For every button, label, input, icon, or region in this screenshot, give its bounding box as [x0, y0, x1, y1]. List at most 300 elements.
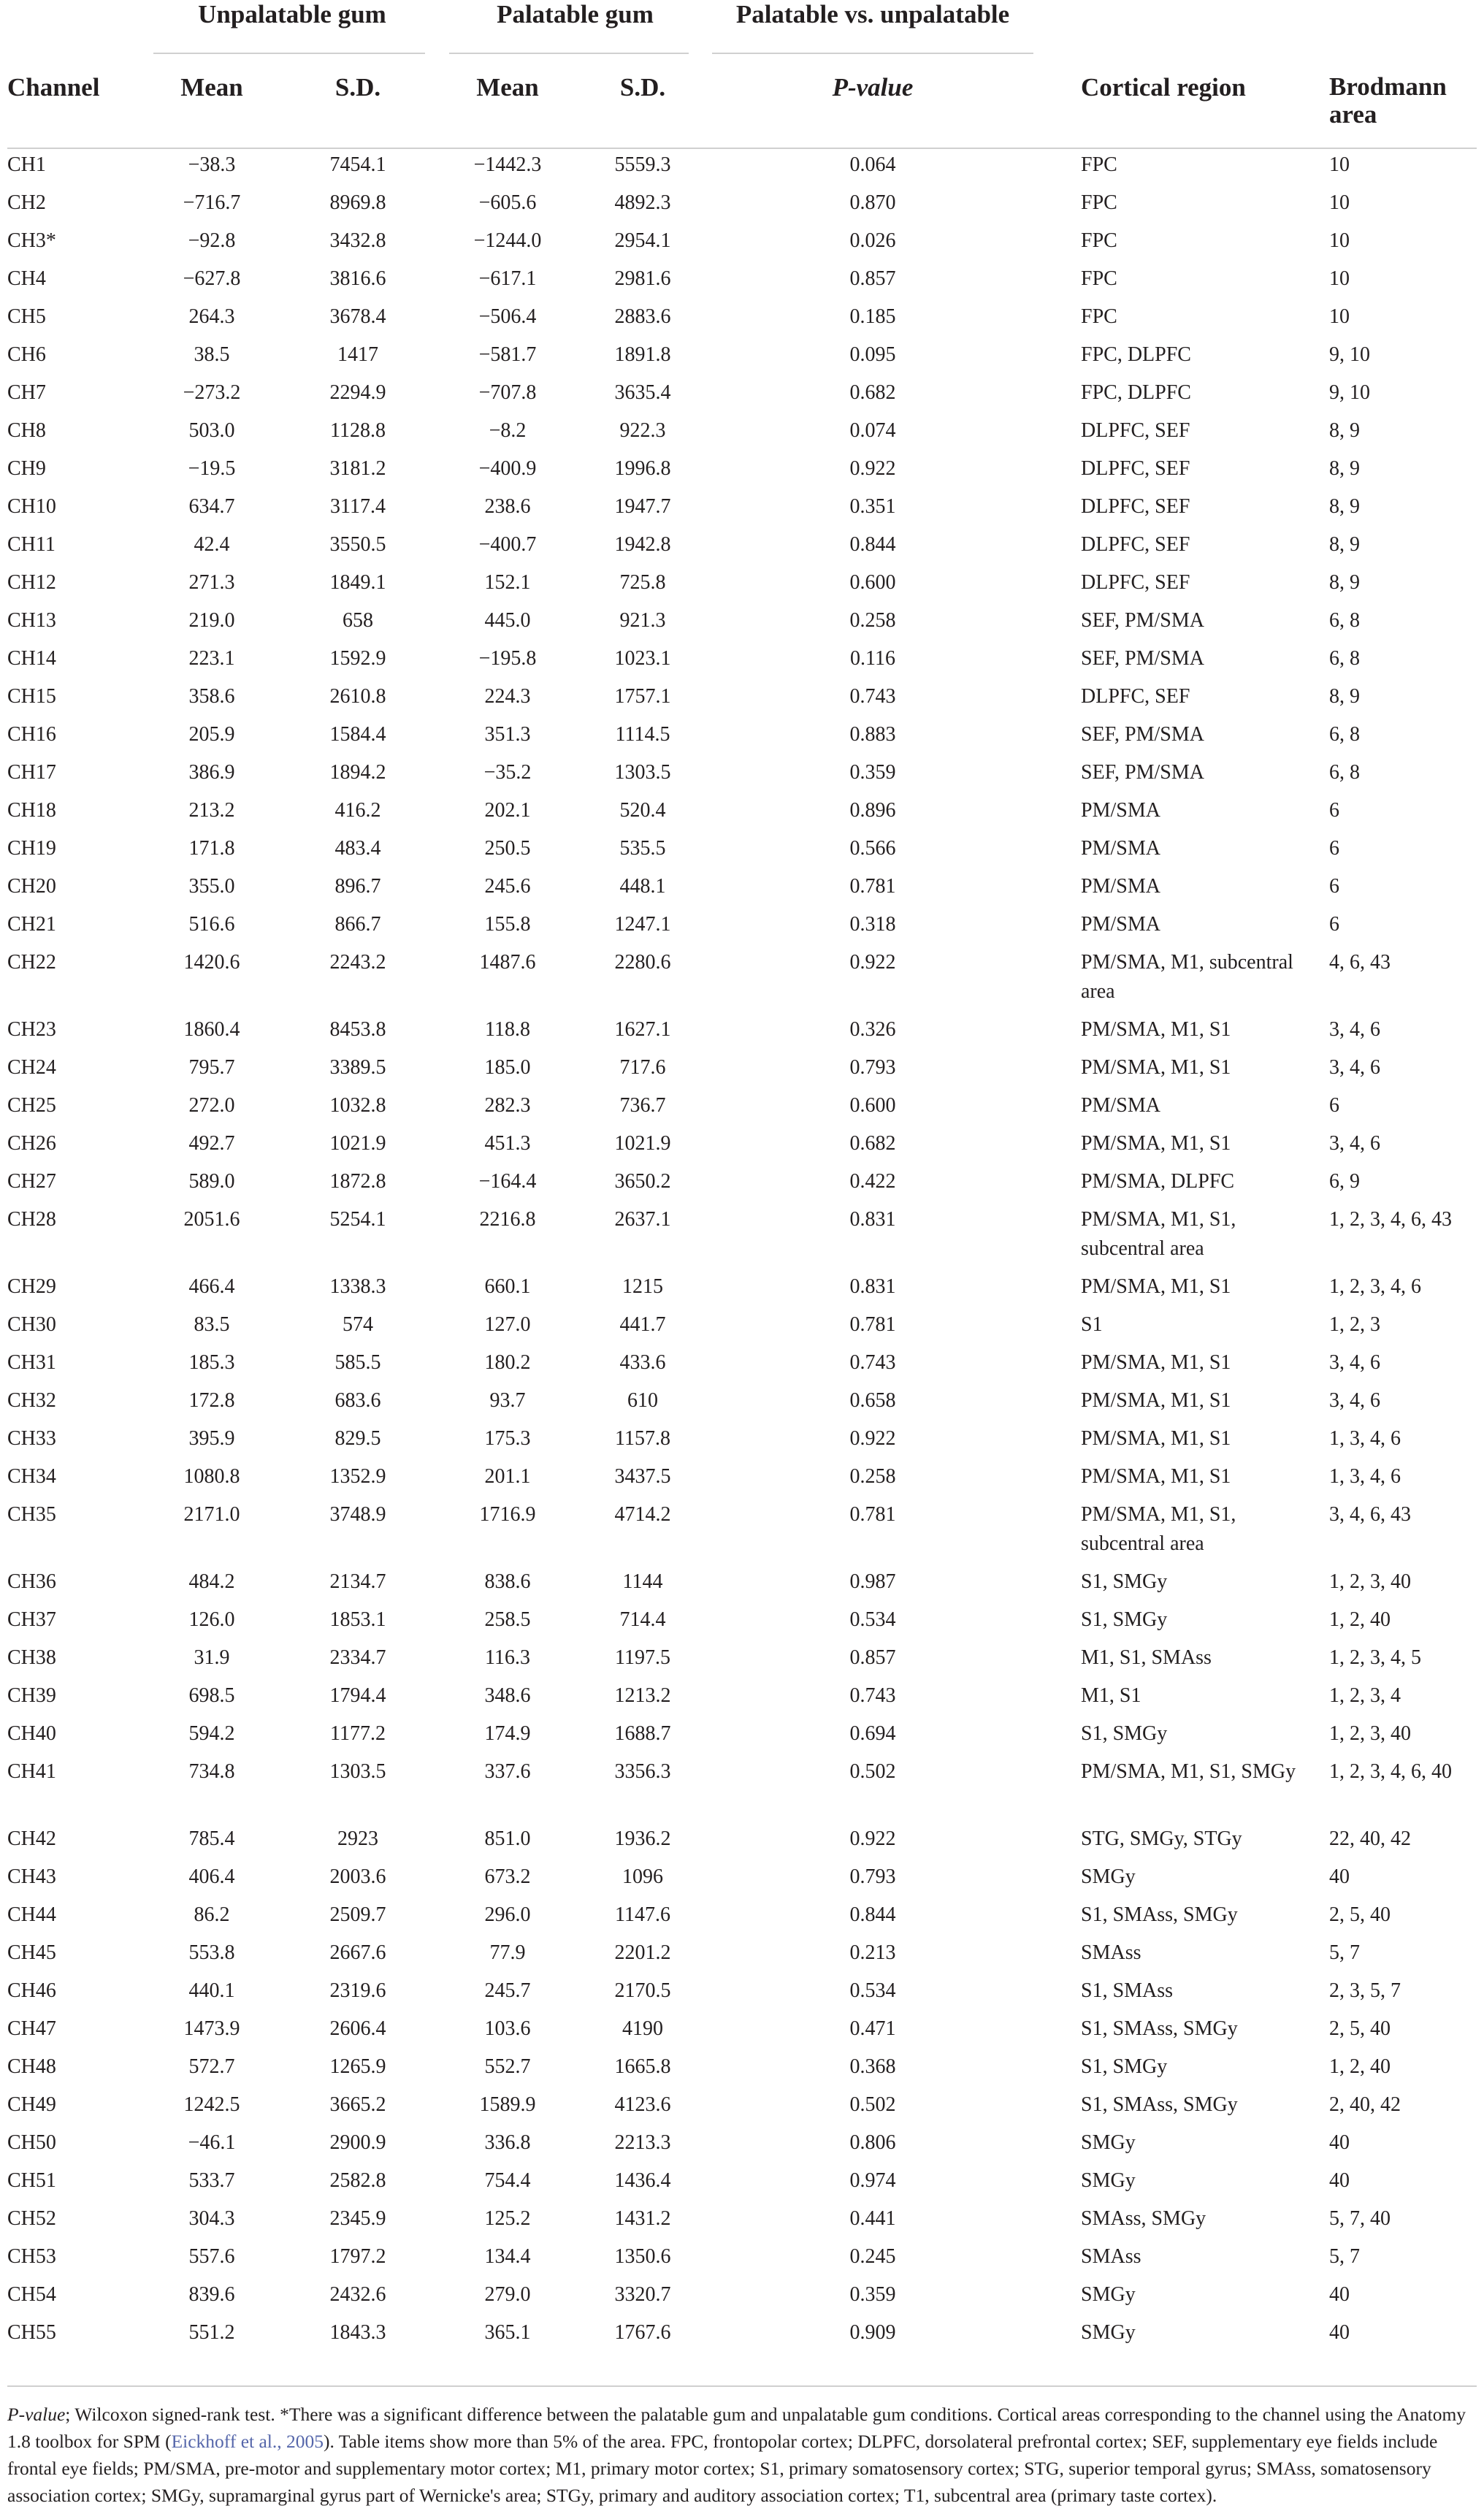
group-header-unpalatable: Unpalatable gum [198, 0, 386, 28]
unpalatable-mean-cell: 395.9 [188, 1427, 235, 1450]
brodmann-area-cell: 6, 8 [1329, 647, 1360, 670]
table-row [7, 1820, 1477, 1858]
palatable-mean-cell: −707.8 [478, 381, 537, 404]
unpalatable-mean-cell: 2051.6 [183, 1208, 240, 1231]
unpalatable-sd-cell: 683.6 [334, 1389, 381, 1412]
palatable-sd-cell: 1303.5 [614, 761, 671, 784]
channel-cell: CH42 [7, 1827, 56, 1850]
channel-cell: CH5 [7, 305, 46, 328]
palatable-sd-cell: 3437.5 [614, 1465, 671, 1488]
palatable-mean-cell: 1589.9 [479, 2093, 536, 2116]
table-row [7, 298, 1477, 336]
cortical-region-cell: PM/SMA [1081, 913, 1160, 936]
unpalatable-sd-cell: 2923 [337, 1827, 378, 1850]
unpalatable-mean-cell: 553.8 [188, 1941, 235, 1964]
pvalue-cell: 0.857 [849, 267, 896, 290]
table-row [7, 1163, 1477, 1201]
pvalue-cell: 0.502 [849, 1760, 896, 1783]
channel-cell: CH18 [7, 799, 56, 822]
group-header-comparison: Palatable vs. unpalatable [735, 0, 1010, 28]
pvalue-cell: 0.922 [849, 1827, 896, 1850]
palatable-mean-cell: 250.5 [484, 837, 531, 860]
channel-cell: CH34 [7, 1465, 56, 1488]
channel-cell: CH47 [7, 2017, 56, 2040]
channel-cell: CH35 [7, 1503, 56, 1526]
cortical-region-cell: S1, SMAss [1081, 1979, 1174, 2002]
brodmann-area-cell: 2, 3, 5, 7 [1329, 1979, 1401, 2002]
palatable-sd-cell: 4892.3 [614, 191, 671, 214]
cortical-region-cell: FPC [1081, 267, 1117, 290]
cortical-region-cell: S1, SMAss, SMGy [1081, 2093, 1238, 2116]
unpalatable-sd-cell: 1894.2 [329, 761, 386, 784]
palatable-sd-cell: 1431.2 [614, 2207, 671, 2230]
channel-cell: CH23 [7, 1018, 56, 1041]
palatable-mean-cell: 838.6 [484, 1570, 531, 1593]
cortical-region-cell: DLPFC, SEF [1081, 685, 1190, 708]
unpalatable-sd-cell: 1794.4 [329, 1684, 386, 1707]
table-row [7, 2314, 1477, 2352]
brodmann-area-cell: 22, 40, 42 [1329, 1827, 1411, 1850]
pvalue-cell: 0.095 [849, 343, 896, 366]
brodmann-area-cell: 40 [1329, 2131, 1350, 2154]
brodmann-area-cell: 3, 4, 6 [1329, 1132, 1380, 1155]
table-row [7, 488, 1477, 526]
cortical-region-cell: PM/SMA, M1, S1, subcentral area [1081, 1208, 1236, 1260]
channel-cell: CH43 [7, 1865, 56, 1888]
palatable-mean-cell: −35.2 [483, 761, 532, 784]
table-row [7, 2276, 1477, 2314]
footnote-text-2: ). Table items show more than 5% of the area. FPC, frontopolar cortex; DLPFC, dorsolateral prefrontal cortex; SEF, supplementary eye fields include frontal eye fields; PM/SMA, pre-motor and supplementary motor cortex; M1, primary motor cortex; S1, primary somatosensory cortex; STG, superior temporal gyrus; SMAss, somatosensory association cortex; SMGy, supramarginal gyrus part of Wernicke's area; STGy, primary and auditory association cortex; T1, subcentral area (primary taste cortex). [7, 2431, 1438, 2506]
cortical-region-cell: SMGy [1081, 1865, 1136, 1888]
pvalue-cell: 0.359 [849, 2283, 896, 2306]
table-row [7, 678, 1477, 716]
palatable-mean-cell: 118.8 [485, 1018, 530, 1041]
palatable-sd-cell: 610 [627, 1389, 658, 1412]
brodmann-area-cell: 8, 9 [1329, 419, 1360, 442]
channel-cell: CH11 [7, 533, 56, 556]
unpalatable-mean-cell: 594.2 [188, 1722, 235, 1745]
palatable-mean-cell: −1442.3 [473, 153, 542, 176]
table-footnote [7, 2401, 1477, 2509]
unpalatable-sd-cell: 2900.9 [329, 2131, 386, 2154]
palatable-sd-cell: 1942.8 [614, 533, 671, 556]
channel-cell: CH53 [7, 2245, 56, 2268]
cortical-region-cell: PM/SMA, DLPFC [1081, 1170, 1235, 1193]
cortical-region-cell: FPC, DLPFC [1081, 343, 1191, 366]
unpalatable-sd-cell: 896.7 [334, 875, 381, 898]
palatable-sd-cell: 1665.8 [614, 2055, 671, 2078]
unpalatable-mean-cell: −19.5 [188, 457, 236, 480]
cortical-region-cell: FPC [1081, 153, 1117, 176]
table-row [7, 602, 1477, 640]
palatable-sd-cell: 1350.6 [614, 2245, 671, 2268]
palatable-sd-cell: 2280.6 [614, 951, 671, 974]
pvalue-cell: 0.351 [849, 495, 896, 518]
unpalatable-mean-cell: 213.2 [188, 799, 235, 822]
channel-cell: CH45 [7, 1941, 56, 1964]
pvalue-cell: 0.857 [849, 1646, 896, 1669]
unpalatable-sd-cell: 483.4 [334, 837, 381, 860]
pvalue-cell: 0.258 [849, 609, 896, 632]
brodmann-area-cell: 6 [1329, 913, 1339, 936]
pvalue-cell: 0.682 [849, 1132, 896, 1155]
brodmann-area-cell: 10 [1329, 267, 1350, 290]
palatable-sd-cell: 2170.5 [614, 1979, 671, 2002]
pvalue-cell: 0.844 [849, 533, 896, 556]
palatable-mean-cell: −605.6 [478, 191, 537, 214]
unpalatable-sd-cell: 8453.8 [329, 1018, 386, 1041]
brodmann-area-cell: 3, 4, 6 [1329, 1389, 1380, 1412]
pvalue-cell: 0.743 [849, 1684, 896, 1707]
palatable-sd-cell: 1247.1 [614, 913, 671, 936]
table-row [7, 2048, 1477, 2086]
table-row [7, 1011, 1477, 1049]
cortical-region-cell: PM/SMA, M1, S1 [1081, 1351, 1231, 1374]
cortical-region-cell: DLPFC, SEF [1081, 571, 1190, 594]
pvalue-cell: 0.502 [849, 2093, 896, 2116]
col-header-channel: Channel [7, 73, 100, 102]
pvalue-cell: 0.074 [849, 419, 896, 442]
unpalatable-mean-cell: 219.0 [188, 609, 235, 632]
footnote-pvalue-term: P-value [7, 2404, 66, 2425]
palatable-sd-cell: 1947.7 [614, 495, 671, 518]
unpalatable-mean-cell: 839.6 [188, 2283, 235, 2306]
palatable-sd-cell: 1891.8 [614, 343, 671, 366]
cortical-region-cell: PM/SMA, M1, S1 [1081, 1389, 1231, 1412]
unpalatable-mean-cell: 304.3 [188, 2207, 235, 2230]
pvalue-cell: 0.368 [849, 2055, 896, 2078]
table-row [7, 1753, 1477, 1820]
channel-cell: CH3* [7, 229, 56, 252]
unpalatable-sd-cell: 3816.6 [329, 267, 386, 290]
brodmann-area-cell: 1, 2, 3, 4, 6, 40 [1329, 1760, 1452, 1783]
palatable-sd-cell: 520.4 [619, 799, 666, 822]
table-row [7, 1306, 1477, 1344]
palatable-sd-cell: 1936.2 [614, 1827, 671, 1850]
palatable-sd-cell: 1996.8 [614, 457, 671, 480]
palatable-sd-cell: 922.3 [619, 419, 666, 442]
palatable-mean-cell: 224.3 [484, 685, 531, 708]
table-row [7, 1382, 1477, 1420]
pvalue-cell: 0.806 [849, 2131, 896, 2154]
brodmann-area-cell: 1, 2, 3, 40 [1329, 1722, 1411, 1745]
brodmann-area-cell: 6, 9 [1329, 1170, 1360, 1193]
brodmann-area-cell: 40 [1329, 2283, 1350, 2306]
unpalatable-sd-cell: 3550.5 [329, 533, 386, 556]
brodmann-area-cell: 1, 2, 3, 4, 6 [1329, 1275, 1421, 1298]
palatable-sd-cell: 3635.4 [614, 381, 671, 404]
palatable-mean-cell: −617.1 [478, 267, 537, 290]
unpalatable-mean-cell: 272.0 [188, 1094, 235, 1117]
table-row [7, 716, 1477, 754]
pvalue-cell: 0.359 [849, 761, 896, 784]
channel-cell: CH16 [7, 723, 56, 746]
channel-cell: CH38 [7, 1646, 56, 1669]
unpalatable-sd-cell: 3665.2 [329, 2093, 386, 2116]
cortical-region-cell: FPC [1081, 191, 1117, 214]
palatable-sd-cell: 725.8 [619, 571, 666, 594]
unpalatable-sd-cell: 416.2 [334, 799, 381, 822]
pvalue-cell: 0.064 [849, 153, 896, 176]
unpalatable-mean-cell: −38.3 [188, 153, 236, 176]
palatable-sd-cell: 3356.3 [614, 1760, 671, 1783]
unpalatable-sd-cell: 3181.2 [329, 457, 386, 480]
unpalatable-mean-cell: 386.9 [188, 761, 235, 784]
unpalatable-mean-cell: 83.5 [194, 1313, 230, 1336]
palatable-sd-cell: 1757.1 [614, 685, 671, 708]
palatable-sd-cell: 3320.7 [614, 2283, 671, 2306]
channel-cell: CH27 [7, 1170, 56, 1193]
brodmann-area-cell: 3, 4, 6 [1329, 1018, 1380, 1041]
channel-cell: CH39 [7, 1684, 56, 1707]
table-row [7, 1201, 1477, 1268]
palatable-mean-cell: −164.4 [478, 1170, 537, 1193]
pvalue-cell: 0.922 [849, 457, 896, 480]
table-row [7, 2010, 1477, 2048]
unpalatable-mean-cell: −92.8 [188, 229, 236, 252]
col-header-palatable-sd: S.D. [619, 73, 666, 102]
channel-cell: CH10 [7, 495, 56, 518]
cortical-region-cell: SEF, PM/SMA [1081, 723, 1204, 746]
palatable-mean-cell: 175.3 [484, 1427, 531, 1450]
table-row [7, 146, 1477, 184]
pvalue-cell: 0.831 [849, 1275, 896, 1298]
cortical-region-cell: SMAss [1081, 2245, 1141, 2268]
unpalatable-sd-cell: 2319.6 [329, 1979, 386, 2002]
pvalue-cell: 0.870 [849, 191, 896, 214]
table-row [7, 1972, 1477, 2010]
cortical-region-cell: SEF, PM/SMA [1081, 761, 1204, 784]
brodmann-area-cell: 5, 7 [1329, 1941, 1360, 1964]
palatable-mean-cell: 673.2 [484, 1865, 531, 1888]
channel-cell: CH20 [7, 875, 56, 898]
pvalue-cell: 0.922 [849, 1427, 896, 1450]
unpalatable-sd-cell: 2606.4 [329, 2017, 386, 2040]
unpalatable-mean-cell: 1242.5 [183, 2093, 240, 2116]
brodmann-area-cell: 40 [1329, 1865, 1350, 1888]
table-row [7, 830, 1477, 868]
table-row [7, 184, 1477, 222]
brodmann-area-cell: 2, 5, 40 [1329, 2017, 1391, 2040]
palatable-mean-cell: 445.0 [484, 609, 531, 632]
unpalatable-sd-cell: 2582.8 [329, 2169, 386, 2192]
palatable-mean-cell: 245.6 [484, 875, 531, 898]
unpalatable-mean-cell: 698.5 [188, 1684, 235, 1707]
unpalatable-sd-cell: 866.7 [334, 913, 381, 936]
unpalatable-mean-cell: 484.2 [188, 1570, 235, 1593]
unpalatable-sd-cell: 5254.1 [329, 1208, 386, 1231]
cortical-region-cell: PM/SMA, M1, S1 [1081, 1275, 1231, 1298]
unpalatable-mean-cell: 86.2 [194, 1903, 230, 1926]
pvalue-cell: 0.534 [849, 1608, 896, 1631]
col-header-palatable-mean: Mean [476, 73, 539, 102]
palatable-sd-cell: 1096 [622, 1865, 663, 1888]
palatable-sd-cell: 1215 [622, 1275, 663, 1298]
channel-cell: CH9 [7, 457, 46, 480]
unpalatable-sd-cell: 1177.2 [330, 1722, 386, 1745]
brodmann-area-cell: 4, 6, 43 [1329, 951, 1391, 974]
unpalatable-mean-cell: 38.5 [194, 343, 230, 366]
unpalatable-sd-cell: 1584.4 [329, 723, 386, 746]
cortical-region-cell: SMAss, SMGy [1081, 2207, 1206, 2230]
palatable-mean-cell: −8.2 [489, 419, 527, 442]
unpalatable-sd-cell: 829.5 [334, 1427, 381, 1450]
table-row [7, 412, 1477, 450]
pvalue-cell: 0.781 [849, 1313, 896, 1336]
palatable-mean-cell: 1487.6 [479, 951, 536, 974]
brodmann-area-cell: 3, 4, 6, 43 [1329, 1503, 1411, 1526]
unpalatable-mean-cell: 557.6 [188, 2245, 235, 2268]
col-header-unpalatable-mean: Mean [180, 73, 243, 102]
palatable-sd-cell: 717.6 [619, 1056, 666, 1079]
cortical-region-cell: S1, SMGy [1081, 2055, 1168, 2078]
channel-cell: CH55 [7, 2321, 56, 2344]
pvalue-cell: 0.245 [849, 2245, 896, 2268]
unpalatable-sd-cell: 2243.2 [329, 951, 386, 974]
unpalatable-sd-cell: 1797.2 [329, 2245, 386, 2268]
cortical-region-cell: FPC [1081, 305, 1117, 328]
unpalatable-sd-cell: 2003.6 [329, 1865, 386, 1888]
brodmann-area-cell: 10 [1329, 153, 1350, 176]
unpalatable-sd-cell: 1872.8 [329, 1170, 386, 1193]
unpalatable-mean-cell: 358.6 [188, 685, 235, 708]
unpalatable-sd-cell: 1032.8 [329, 1094, 386, 1117]
palatable-sd-cell: 1627.1 [614, 1018, 671, 1041]
palatable-mean-cell: 351.3 [484, 723, 531, 746]
palatable-sd-cell: 448.1 [619, 875, 666, 898]
palatable-sd-cell: 1157.8 [615, 1427, 670, 1450]
cortical-region-cell: DLPFC, SEF [1081, 419, 1190, 442]
channel-cell: CH51 [7, 2169, 56, 2192]
palatable-mean-cell: 125.2 [484, 2207, 531, 2230]
table-row [7, 1639, 1477, 1677]
palatable-mean-cell: 245.7 [484, 1979, 531, 2002]
citation-link[interactable]: Eickhoff et al., 2005 [171, 2431, 324, 2452]
channel-cell: CH7 [7, 381, 46, 404]
brodmann-area-cell: 3, 4, 6 [1329, 1056, 1380, 1079]
cortical-region-cell: PM/SMA, M1, S1 [1081, 1132, 1231, 1155]
cortical-region-cell: STG, SMGy, STGy [1081, 1827, 1242, 1850]
palatable-sd-cell: 441.7 [619, 1313, 666, 1336]
cortical-region-cell: S1, SMGy [1081, 1608, 1168, 1631]
unpalatable-mean-cell: 2171.0 [183, 1503, 240, 1526]
palatable-mean-cell: 202.1 [484, 799, 531, 822]
palatable-mean-cell: 201.1 [484, 1465, 531, 1488]
palatable-mean-cell: 552.7 [484, 2055, 531, 2078]
brodmann-area-cell: 6 [1329, 799, 1339, 822]
unpalatable-sd-cell: 1265.9 [329, 2055, 386, 2078]
table-row [7, 450, 1477, 488]
table-body [7, 146, 1477, 2352]
cortical-region-cell: SMGy [1081, 2169, 1136, 2192]
brodmann-area-cell: 1, 2, 3, 4 [1329, 1684, 1401, 1707]
unpalatable-sd-cell: 585.5 [334, 1351, 381, 1374]
channel-cell: CH8 [7, 419, 46, 442]
brodmann-area-cell: 6, 8 [1329, 609, 1360, 632]
palatable-mean-cell: 258.5 [484, 1608, 531, 1631]
col-header-unpalatable-sd: S.D. [334, 73, 381, 102]
pvalue-cell: 0.422 [849, 1170, 896, 1193]
palatable-mean-cell: 155.8 [484, 913, 531, 936]
table-row [7, 1496, 1477, 1563]
pvalue-cell: 0.213 [849, 1941, 896, 1964]
unpalatable-sd-cell: 1843.3 [329, 2321, 386, 2344]
palatable-mean-cell: 174.9 [484, 1722, 531, 1745]
table-row [7, 374, 1477, 412]
pvalue-cell: 0.793 [849, 1056, 896, 1079]
palatable-sd-cell: 921.3 [619, 609, 666, 632]
unpalatable-sd-cell: 574 [343, 1313, 373, 1336]
channel-cell: CH29 [7, 1275, 56, 1298]
channel-cell: CH15 [7, 685, 56, 708]
unpalatable-mean-cell: 503.0 [188, 419, 235, 442]
pvalue-cell: 0.534 [849, 1979, 896, 2002]
unpalatable-sd-cell: 2610.8 [329, 685, 386, 708]
brodmann-area-cell: 5, 7 [1329, 2245, 1360, 2268]
channel-cell: CH28 [7, 1208, 56, 1231]
channel-cell: CH14 [7, 647, 56, 670]
channel-cell: CH24 [7, 1056, 56, 1079]
cortical-region-cell: PM/SMA, M1, subcentral area [1081, 951, 1293, 1003]
palatable-sd-cell: 1213.2 [614, 1684, 671, 1707]
brodmann-area-cell: 8, 9 [1329, 457, 1360, 480]
unpalatable-mean-cell: 634.7 [188, 495, 235, 518]
pvalue-cell: 0.922 [849, 951, 896, 974]
pvalue-cell: 0.326 [849, 1018, 896, 1041]
unpalatable-sd-cell: 3678.4 [329, 305, 386, 328]
palatable-mean-cell: 282.3 [484, 1094, 531, 1117]
table-row [7, 336, 1477, 374]
channel-cell: CH48 [7, 2055, 56, 2078]
table-row [7, 754, 1477, 792]
unpalatable-sd-cell: 8969.8 [329, 191, 386, 214]
table-row [7, 2238, 1477, 2276]
unpalatable-mean-cell: 1473.9 [183, 2017, 240, 2040]
palatable-sd-cell: 5559.3 [614, 153, 671, 176]
brodmann-area-cell: 1, 3, 4, 6 [1329, 1465, 1401, 1488]
palatable-mean-cell: 1716.9 [479, 1503, 536, 1526]
cortical-region-cell: S1, SMGy [1081, 1722, 1168, 1745]
cortical-region-cell: PM/SMA [1081, 837, 1160, 860]
unpalatable-mean-cell: −46.1 [188, 2131, 236, 2154]
brodmann-area-cell: 9, 10 [1329, 381, 1370, 404]
channel-cell: CH44 [7, 1903, 56, 1926]
brodmann-area-cell: 8, 9 [1329, 533, 1360, 556]
cortical-region-cell: PM/SMA [1081, 875, 1160, 898]
cortical-region-cell: FPC, DLPFC [1081, 381, 1191, 404]
palatable-mean-cell: −1244.0 [473, 229, 542, 252]
palatable-mean-cell: 337.6 [484, 1760, 531, 1783]
channel-cell: CH13 [7, 609, 56, 632]
palatable-sd-cell: 3650.2 [614, 1170, 671, 1193]
palatable-mean-cell: 152.1 [484, 571, 531, 594]
cortical-region-cell: S1 [1081, 1313, 1103, 1336]
channel-cell: CH17 [7, 761, 56, 784]
cortical-region-cell: M1, S1 [1081, 1684, 1141, 1707]
unpalatable-sd-cell: 2345.9 [329, 2207, 386, 2230]
cortical-region-cell: PM/SMA [1081, 1094, 1160, 1117]
unpalatable-mean-cell: 785.4 [188, 1827, 235, 1850]
unpalatable-sd-cell: 3432.8 [329, 229, 386, 252]
pvalue-cell: 0.258 [849, 1465, 896, 1488]
palatable-sd-cell: 535.5 [619, 837, 666, 860]
pvalue-cell: 0.883 [849, 723, 896, 746]
unpalatable-sd-cell: 1592.9 [329, 647, 386, 670]
table-row [7, 1677, 1477, 1715]
unpalatable-sd-cell: 658 [343, 609, 373, 632]
unpalatable-sd-cell: 1352.9 [329, 1465, 386, 1488]
channel-cell: CH21 [7, 913, 56, 936]
